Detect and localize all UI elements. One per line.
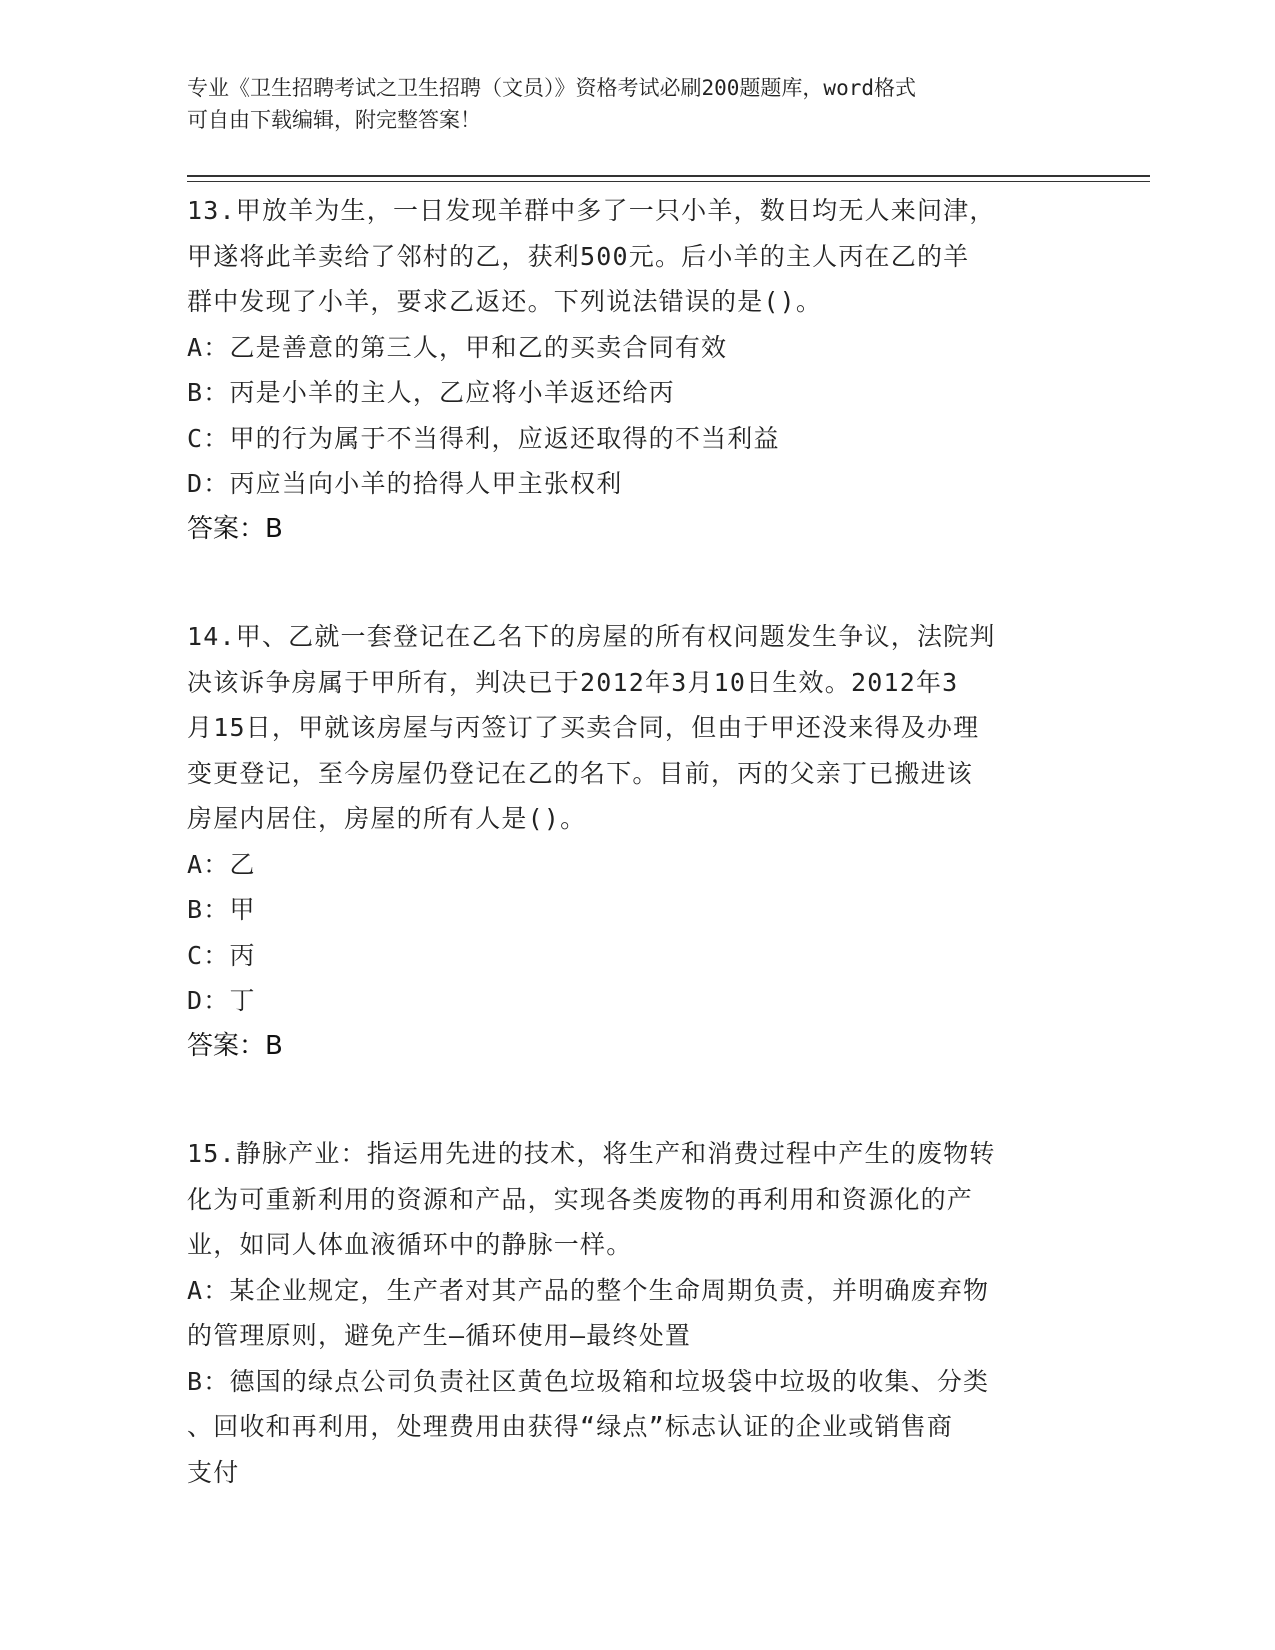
option-line: 的管理原则，避免产生—循环使用—最终处置 (187, 1321, 692, 1350)
question-spacer (187, 1069, 1087, 1131)
header-rule-thick (187, 175, 1150, 177)
option-b (187, 370, 1087, 416)
question-text (187, 188, 1087, 325)
question-line: 变更登记，至今房屋仍登记在乙的名下。目前，丙的父亲丁已搬进该 (187, 758, 974, 788)
option-b (187, 1359, 1087, 1496)
question-line: 甲遂将此羊卖给了邻村的乙，获利500元。后小羊的主人丙在乙的羊 (187, 241, 970, 271)
option-a (187, 325, 1087, 371)
option-line: B：甲 (187, 895, 256, 924)
option-line: B：丙是小羊的主人，乙应将小羊返还给丙 (187, 378, 675, 407)
question-line: 月15日，甲就该房屋与丙签订了买卖合同，但由于甲还没来得及办理 (187, 713, 980, 742)
option-line: A：某企业规定，生产者对其产品的整个生命周期负责，并明确废弃物 (187, 1275, 990, 1305)
option-line: B：德国的绿点公司负责社区黄色垃圾箱和垃圾袋中垃圾的收集、分类 (187, 1366, 990, 1396)
question-14 (187, 614, 1087, 1069)
option-line: C：丙 (187, 940, 256, 970)
option-d (187, 978, 1087, 1024)
question-line: 群中发现了小羊，要求乙返还。下列说法错误的是()。 (187, 287, 823, 316)
header-rule-thin (187, 181, 1150, 182)
question-line: 化为可重新利用的资源和产品，实现各类废物的再利用和资源化的产 (187, 1184, 974, 1214)
option-line: C：甲的行为属于不当得利，应返还取得的不当利益 (187, 423, 780, 453)
option-c (187, 416, 1087, 462)
question-line: 14.甲、乙就一套登记在乙名下的房屋的所有权问题发生争议，法院判 (187, 622, 996, 651)
option-c (187, 933, 1087, 979)
option-line: 、回收和再利用，处理费用由获得“绿点”标志认证的企业或销售商 (187, 1412, 954, 1441)
answer-label: 答案：B (187, 1030, 283, 1061)
option-line: D：丙应当向小羊的拾得人甲主张权利 (187, 469, 623, 498)
question-15 (187, 1131, 1087, 1495)
option-line: D：丁 (187, 986, 256, 1015)
option-line: A：乙 (187, 849, 256, 879)
option-b (187, 887, 1087, 933)
question-line: 决该诉争房属于甲所有，判决已于2012年3月10日生效。2012年3 (187, 667, 959, 697)
header-line: 可自由下载编辑，附完整答案！ (187, 108, 481, 132)
option-line: A：乙是善意的第三人，甲和乙的买卖合同有效 (187, 332, 728, 362)
answer-label: 答案：B (187, 513, 283, 544)
page-header (187, 72, 1067, 136)
header-line: 专业《卫生招聘考试之卫生招聘（文员）》资格考试必刷200题题库，word格式 (187, 76, 916, 100)
question-spacer (187, 552, 1087, 614)
option-a (187, 842, 1087, 888)
option-d (187, 461, 1087, 507)
question-text (187, 1131, 1087, 1268)
question-line: 13.甲放羊为生，一日发现羊群中多了一只小羊，数日均无人来问津， (187, 196, 996, 225)
question-line: 业，如同人体血液循环中的静脉一样。 (187, 1230, 633, 1259)
question-list (187, 188, 1087, 1495)
question-13 (187, 188, 1087, 552)
option-a (187, 1268, 1087, 1359)
option-line: 支付 (187, 1457, 240, 1487)
question-line: 房屋内居住，房屋的所有人是()。 (187, 804, 587, 833)
question-line: 15.静脉产业：指运用先进的技术，将生产和消费过程中产生的废物转 (187, 1139, 996, 1168)
question-text (187, 614, 1087, 842)
